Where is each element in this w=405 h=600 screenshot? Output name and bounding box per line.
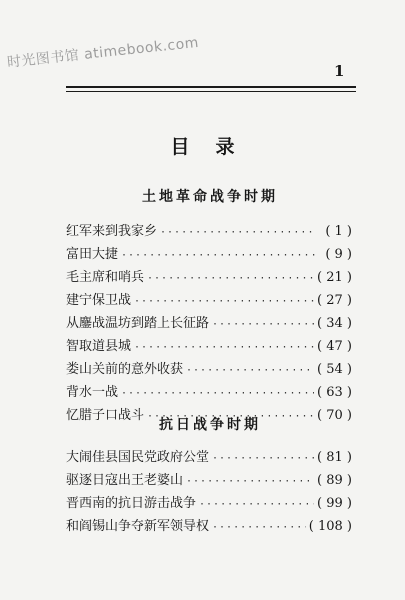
toc-entry	[66, 243, 352, 266]
entry-title: 富田大捷	[66, 247, 119, 262]
toc-entry	[66, 266, 352, 289]
entry-title: 大闹佳县国民党政府公堂	[66, 450, 210, 465]
entry-title: 忆腊子口战斗	[66, 408, 145, 423]
dot-leader	[186, 365, 314, 376]
entry-page: ( 108 )	[308, 519, 352, 534]
entry-title: 娄山关前的意外收获	[66, 362, 184, 377]
entry-page: ( 99 )	[317, 496, 352, 511]
entry-page: ( 54 )	[317, 362, 352, 377]
dot-leader	[134, 296, 314, 307]
dot-leader	[121, 250, 315, 261]
watermark: 时光图书馆 atimebook.com	[6, 34, 200, 71]
toc-entry	[66, 381, 352, 404]
dot-leader	[186, 476, 314, 487]
entry-page: ( 63 )	[317, 385, 352, 400]
dot-leader	[160, 227, 315, 238]
entry-page: ( 1 )	[325, 224, 352, 239]
entry-title: 毛主席和哨兵	[66, 270, 145, 285]
dot-leader	[147, 273, 314, 284]
section-heading: 土地革命战争时期	[142, 189, 278, 205]
entry-page: ( 27 )	[317, 293, 352, 308]
toc-title: 目录	[170, 136, 261, 158]
dot-leader	[121, 388, 314, 399]
dot-leader	[212, 522, 306, 533]
entry-page: ( 81 )	[317, 450, 352, 465]
entry-title: 晋西南的抗日游击战争	[66, 496, 197, 511]
header-rule	[66, 86, 356, 88]
dot-leader	[212, 453, 314, 464]
entry-page: ( 70 )	[317, 408, 352, 423]
entry-title: 和阎锡山争夺新军领导权	[66, 519, 210, 534]
entry-title: 红军来到我家乡	[66, 224, 158, 239]
toc-entry	[66, 289, 352, 312]
entry-page: ( 9 )	[325, 247, 352, 262]
entry-title: 智取道县城	[66, 339, 132, 354]
entry-page: ( 34 )	[317, 316, 352, 331]
entry-title: 背水一战	[66, 385, 119, 400]
toc-entry	[66, 515, 352, 538]
section-heading: 抗日战争时期	[159, 417, 261, 433]
page-number: 1	[334, 62, 345, 80]
dot-leader	[199, 499, 314, 510]
header-rule-thin	[66, 91, 356, 92]
entry-page: ( 89 )	[317, 473, 352, 488]
toc-entry	[66, 335, 352, 358]
toc-entry	[66, 469, 352, 492]
toc-entry	[66, 446, 352, 469]
entry-page: ( 47 )	[317, 339, 352, 354]
dot-leader	[212, 319, 314, 330]
toc-entry	[66, 358, 352, 381]
toc-entry	[66, 492, 352, 515]
dot-leader	[134, 342, 314, 353]
toc-list	[66, 220, 352, 427]
entry-title: 驱逐日寇出王老婆山	[66, 473, 184, 488]
toc-entry	[66, 220, 352, 243]
entry-title: 从鏖战温坊到踏上长征路	[66, 316, 210, 331]
toc-list	[66, 446, 352, 538]
toc-entry	[66, 312, 352, 335]
entry-title: 建宁保卫战	[66, 293, 132, 308]
entry-page: ( 21 )	[317, 270, 352, 285]
